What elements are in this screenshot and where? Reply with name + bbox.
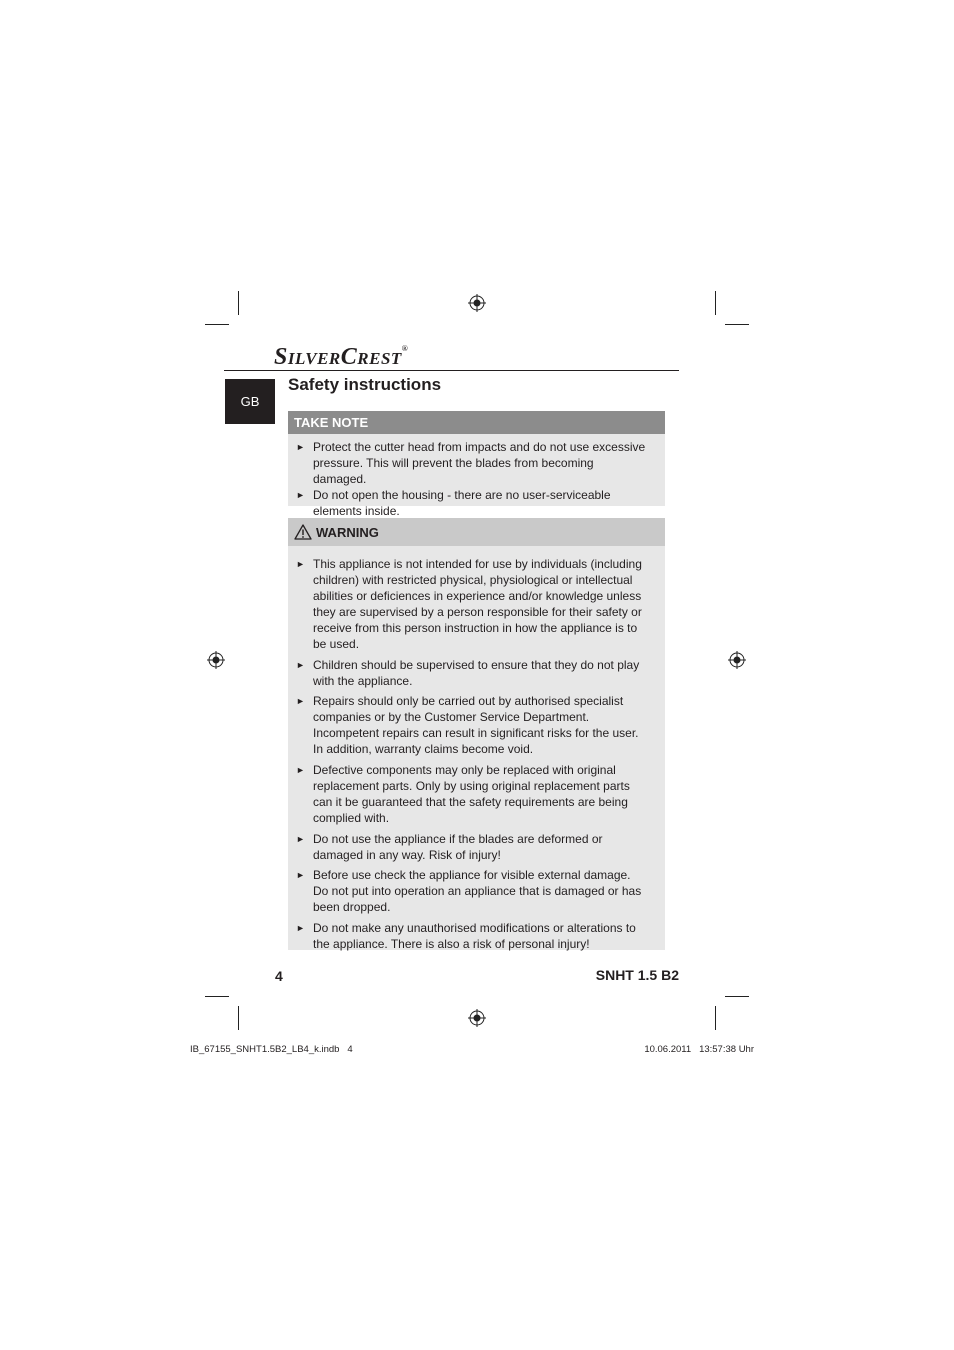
crop-mark — [238, 291, 239, 315]
language-tab: GB — [225, 379, 275, 424]
list-item: ► Do not make any unauthorised modifications or alterations to the appliance. There is also a risk of personal injury! — [296, 921, 636, 952]
list-item: ► Do not use the appliance if the blades are deformed or damaged in any way. Risk of injury! — [296, 831, 603, 862]
list-item: ► Defective components may only be replaced with original replacement parts. Only by using original replacement parts can it be guaranteed that the safety requirements are being complied with. — [296, 763, 630, 826]
print-timestamp: 10.06.2011 13:57:38 Uhr — [644, 1044, 754, 1055]
list-item: ► Repairs should only be carried out by authorised specialist companies or by the Customer Service Department. Incompetent repairs can result in significant risks for the user. In addition, warranty claims become void. — [296, 694, 639, 757]
take-note-box — [288, 411, 665, 518]
registration-mark-icon — [468, 294, 486, 312]
list-item: ► Before use check the appliance for visible external damage. Do not put into operation an appliance that is damaged or has been dropped. — [296, 868, 642, 915]
registration-mark-icon — [468, 1009, 486, 1027]
list-item: ► Children should be supervised to ensure that they do not play with the appliance. — [296, 657, 640, 688]
bullet-arrow-icon: ► — [296, 765, 305, 776]
list-item: ► Do not open the housing - there are no user-serviceable elements inside. — [296, 488, 611, 518]
header-rule — [224, 370, 679, 371]
registration-mark-icon — [728, 651, 746, 669]
list-item: ► Protect the cutter head from impacts and do not use excessive pressure. This will prevent the blades from becoming damaged. — [296, 440, 646, 486]
bullet-arrow-icon: ► — [296, 490, 305, 500]
crop-mark — [725, 324, 749, 325]
crop-mark — [715, 1006, 716, 1030]
bullet-arrow-icon: ► — [296, 833, 305, 844]
take-note-heading: TAKE NOTE — [288, 411, 665, 434]
bullet-arrow-icon: ► — [296, 659, 305, 670]
warning-triangle-icon — [294, 524, 312, 540]
page-number: 4 — [275, 968, 283, 984]
bullet-arrow-icon: ► — [296, 696, 305, 707]
crop-mark — [238, 1006, 239, 1030]
warning-box — [288, 518, 665, 950]
bullet-arrow-icon: ► — [296, 923, 305, 934]
crop-mark — [205, 996, 229, 997]
brand-logo: SILVERCREST® — [274, 344, 409, 370]
crop-mark — [205, 324, 229, 325]
crop-mark — [725, 996, 749, 997]
list-item: ► This appliance is not intended for use by individuals (including children) with restricted physical, physiological or intellectual abilities or deficiences in experience and/or knowledge unless they are supervised by a person responsible for their safety or receive from this person instruction in how the appliance is to be used. — [296, 557, 642, 651]
bullet-arrow-icon: ► — [296, 442, 305, 452]
model-number: SNHT 1.5 B2 — [595, 967, 679, 983]
registration-mark-icon — [207, 651, 225, 669]
crop-mark — [715, 291, 716, 315]
bullet-arrow-icon: ► — [296, 559, 305, 569]
warning-list — [288, 556, 665, 952]
take-note-list — [288, 439, 665, 519]
warning-heading: WARNING — [288, 518, 665, 546]
bullet-arrow-icon: ► — [296, 870, 305, 881]
print-file-name: IB_67155_SNHT1.5B2_LB4_k.indb 4 — [190, 1044, 353, 1055]
section-title: Safety instructions — [288, 375, 442, 394]
